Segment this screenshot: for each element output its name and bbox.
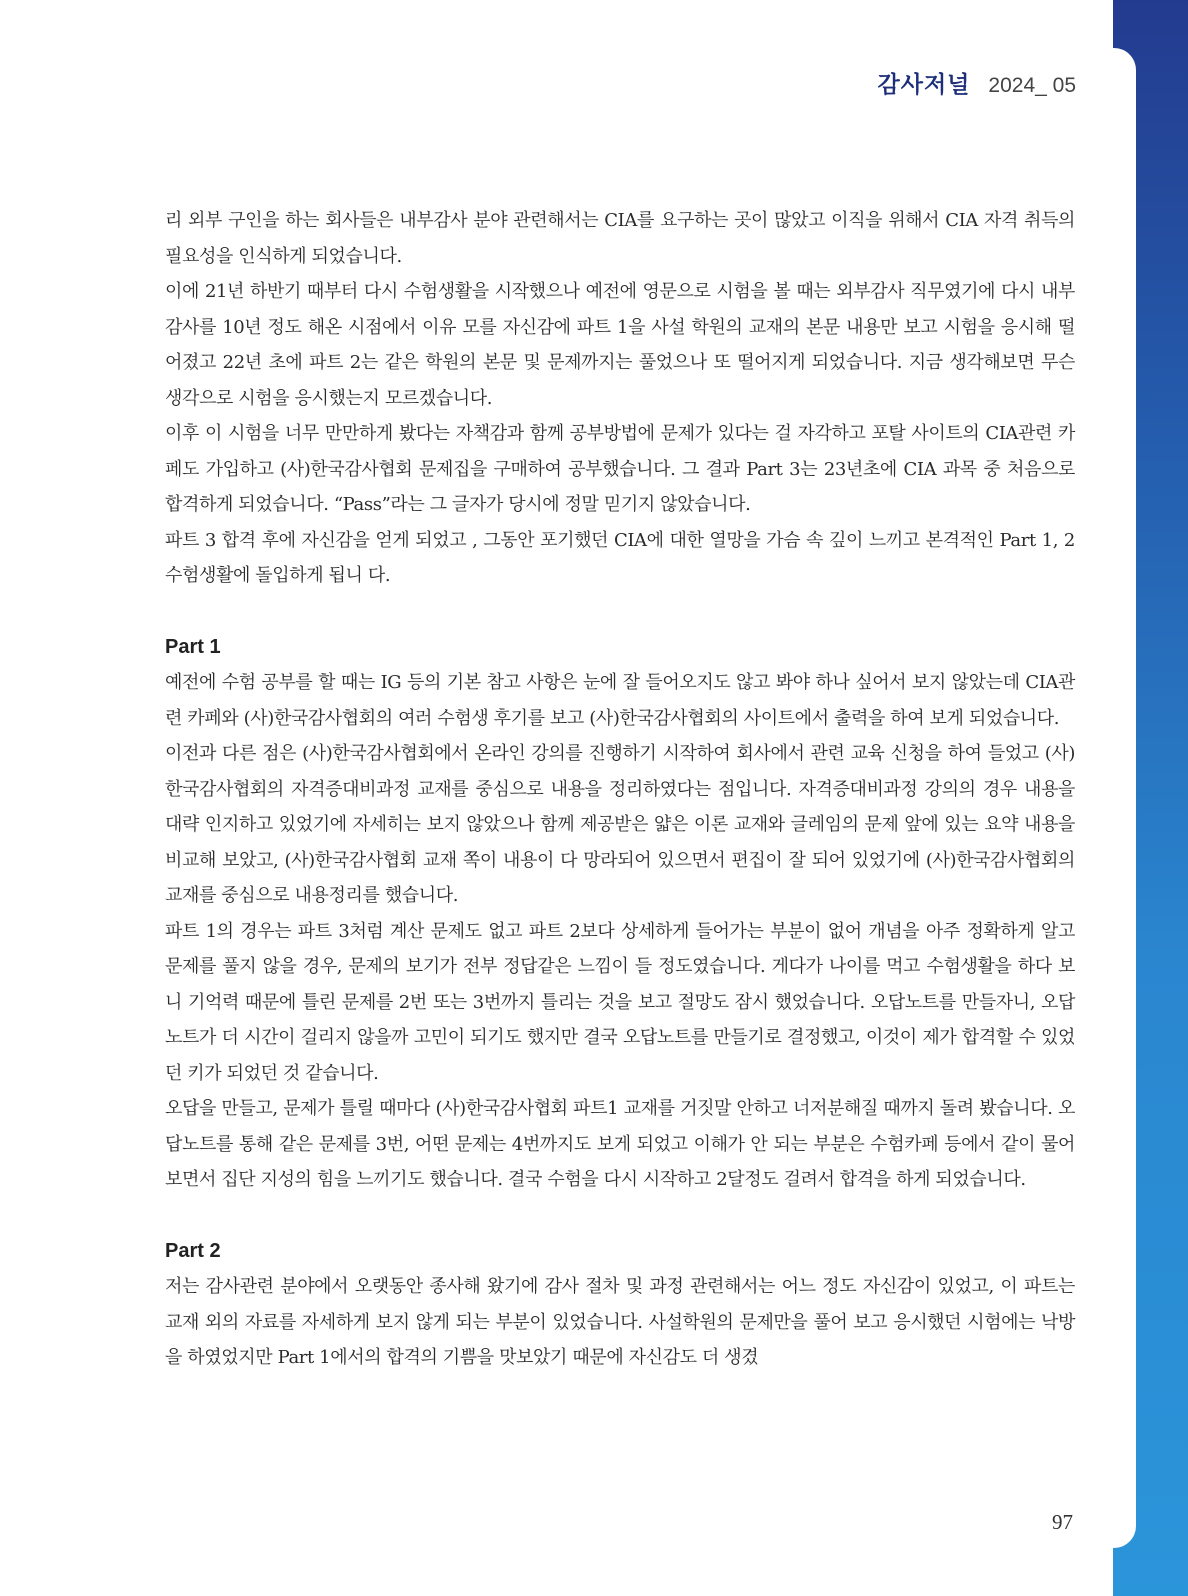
paragraph: 저는 감사관련 분야에서 오랫동안 종사해 왔기에 감사 절차 및 과정 관련해서는 어느 정도 자신감이 있었고, 이 파트는 교재 외의 자료를 자세하게 보지 않게 되는 부분이 있었습니다. 사설학원의 문제만을 풀어 보고 응시했던 시험에는 낙방을 하였었지만 Part 1에서의 합격의 기쁨을 맛보았기 때문에 자신감도 더 생겼	[165, 1276, 1075, 1368]
page-header	[878, 66, 1076, 99]
page-edge	[1096, 48, 1136, 1548]
spacer	[165, 594, 1075, 630]
issue-date: 2024_ 05	[988, 74, 1076, 97]
paragraph: 리 외부 구인을 하는 회사들은 내부감사 분야 관련해서는 CIA를 요구하는 곳이 많았고 이직을 위해서 CIA 자격 취득의 필요성을 인식하게 되었습니다.	[165, 210, 1075, 267]
journal-name: 감사저널	[877, 72, 971, 98]
paragraph: 예전에 수험 공부를 할 때는 IG 등의 기본 참고 사항은 눈에 잘 들어오지도 않고 봐야 하나 싶어서 보지 않았는데 CIA관련 카페와 (사)한국감사협회의 여러 수험생 후기를 보고 (사)한국감사협회의 사이트에서 출력을 하여 보게 되었습니다.	[165, 672, 1075, 729]
page-number: 97	[1052, 1510, 1073, 1534]
section-title-part2: Part 2	[165, 1239, 221, 1262]
paragraph: 이에 21년 하반기 때부터 다시 수험생활을 시작했으나 예전에 영문으로 시험을 볼 때는 외부감사 직무였기에 다시 내부감사를 10년 정도 해온 시점에서 이유 모를 자신감에 파트 1을 사설 학원의 교재의 본문 내용만 보고 시험을 응시해 떨어졌고 22년 초에 파트 2는 같은 학원의 본문 및 문제까지는 풀었으나 또 떨어지게 되었습니다. 지금 생각해보면 무슨 생각으로 시험을 응시했는지 모르겠습니다.	[165, 281, 1075, 409]
section-title-part1: Part 1	[165, 635, 221, 658]
paragraph: 파트 3 합격 후에 자신감을 얻게 되었고 , 그동안 포기했던 CIA에 대한 열망을 가슴 속 깊이 느끼고 본격적인 Part 1, 2 수험생활에 돌입하게 됩니 다.	[165, 529, 1075, 586]
spacer	[165, 1198, 1075, 1234]
article-body	[165, 203, 1075, 1376]
paragraph: 오답을 만들고, 문제가 틀릴 때마다 (사)한국감사협회 파트1 교재를 거짓말 안하고 너저분해질 때까지 돌려 봤습니다. 오답노트를 통해 같은 문제를 3번, 어떤 문제는 4번까지도 보게 되었고 이해가 안 되는 부분은 수험카페 등에서 같이 물어보면서 집단 지성의 힘을 느끼기도 했습니다. 결국 수험을 다시 시작하고 2달정도 걸려서 합격을 하게 되었습니다.	[165, 1098, 1075, 1190]
paragraph: 파트 1의 경우는 파트 3처럼 계산 문제도 없고 파트 2보다 상세하게 들어가는 부분이 없어 개념을 아주 정확하게 알고 문제를 풀지 않을 경우, 문제의 보기가 전부 정답같은 느낌이 들 정도였습니다. 게다가 나이를 먹고 수험생활을 하다 보니 기억력 때문에 틀린 문제를 2번 또는 3번까지 틀리는 것을 보고 절망도 잠시 했었습니다. 오답노트를 만들자니, 오답노트가 더 시간이 걸리지 않을까 고민이 되기도 했지만 결국 오답노트를 만들기로 결정했고, 이것이 제가 합격할 수 있었던 키가 되었던 것 같습니다.	[165, 920, 1075, 1084]
paragraph: 이전과 다른 점은 (사)한국감사협회에서 온라인 강의를 진행하기 시작하여 회사에서 관련 교육 신청을 하여 들었고 (사)한국감사협회의 자격증대비과정 교재를 중심으로 내용을 정리하였다는 점입니다. 자격증대비과정 강의의 경우 내용을 대략 인지하고 있었기에 자세히는 보지 않았으나 함께 제공받은 얇은 이론 교재와 글레임의 문제 앞에 있는 요약 내용을 비교해 보았고, (사)한국감사협회 교재 쪽이 내용이 다 망라되어 있으면서 편집이 잘 되어 있었기에 (사)한국감사협회의 교재를 중심으로 내용정리를 했습니다.	[165, 743, 1075, 906]
paragraph: 이후 이 시험을 너무 만만하게 봤다는 자책감과 함께 공부방법에 문제가 있다는 걸 자각하고 포탈 사이트의 CIA관련 카페도 가입하고 (사)한국감사협회 문제집을 구매하여 공부했습니다. 그 결과 Part 3는 23년초에 CIA 과목 중 처음으로 합격하게 되었습니다. “Pass”라는 그 글자가 당시에 정말 믿기지 않았습니다.	[165, 423, 1075, 515]
